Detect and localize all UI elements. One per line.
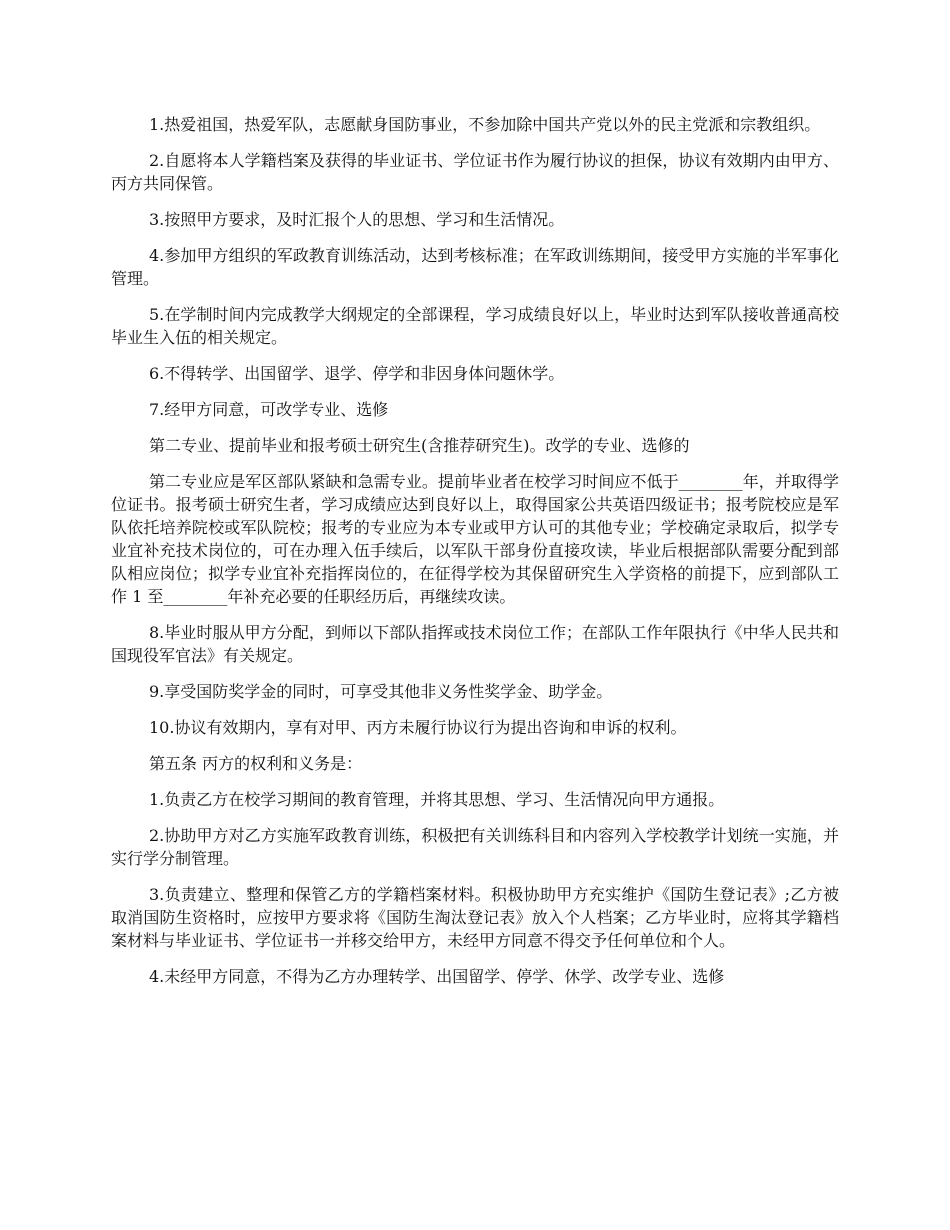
- paragraph: 6.不得转学、出国留学、退学、停学和非因身体问题休学。: [149, 364, 565, 383]
- paragraph: 3.负责建立、整理和保管乙方的学籍档案材料。积极协助甲方充实维护《国防生登记表》;乙方被取消国防生资格时，应按甲方要求将《国防生淘汰登记表》放入个人档案；乙方毕业时，应将其学籍档案材料与毕业证书、学位证书一并移交给甲方，未经甲方同意不得交予任何单位和个人。: [111, 885, 839, 950]
- paragraph: 1.负责乙方在校学习期间的教育管理，并将其思想、学习、生活情况向甲方通报。: [149, 790, 725, 809]
- paragraph: 8.毕业时服从甲方分配，到师以下部队指挥或技术岗位工作；在部队工作年限执行《中华人民共和国现役军官法》有关规定。: [111, 623, 839, 665]
- paragraph: 4.未经甲方同意，不得为乙方办理转学、出国留学、停学、休学、改学专业、选修: [149, 967, 725, 986]
- paragraph: 2.协助甲方对乙方实施军政教育训练，积极把有关训练科目和内容列入学校教学计划统一实施，并实行学分制管理。: [111, 826, 839, 868]
- section-heading: 第五条 丙方的权利和义务是：: [149, 754, 363, 773]
- paragraph: 5.在学制时间内完成教学大纲规定的全部课程，学习成绩良好以上，毕业时达到军队接收普通高校毕业生入伍的相关规定。: [111, 305, 839, 347]
- paragraph: 10.协议有效期内，享有对甲、丙方未履行协议行为提出咨询和申诉的权利。: [149, 718, 687, 737]
- paragraph: 第二专业应是军区部队紧缺和急需专业。提前毕业者在校学习时间应不低于________年，并取得学位证书。报考硕士研究生者，学习成绩应达到良好以上，取得国家公共英语四级证书；报考院校应是军队依托培养院校或军队院校；报考的专业应为本专业或甲方认可的其他专业；学校确定录取后，拟学专业宜补充技术岗位的，可在办理入伍手续后，以军队干部身份直接攻读，毕业后根据部队需要分配到部队相应岗位；拟学专业宜补充指挥岗位的，在征得学校为其保留研究生入学资格的前提下，应到部队工作 1 至________年补充必要的任职经历后，再继续攻读。: [111, 472, 839, 606]
- paragraph: 2.自愿将本人学籍档案及获得的毕业证书、学位证书作为履行协议的担保，协议有效期内由甲方、丙方共同保管。: [111, 151, 839, 193]
- paragraph: 7.经甲方同意，可改学专业、选修: [149, 400, 389, 419]
- paragraph: 3.按照甲方要求，及时汇报个人的思想、学习和生活情况。: [149, 210, 565, 229]
- paragraph: 4.参加甲方组织的军政教育训练活动，达到考核标准；在军政训练期间，接受甲方实施的半军事化管理。: [111, 246, 839, 288]
- paragraph: 1.热爱祖国，热爱军队，志愿献身国防事业，不参加除中国共产党以外的民主党派和宗教组织。: [149, 115, 821, 134]
- document-body: [111, 113, 839, 1001]
- paragraph: 9.享受国防奖学金的同时，可享受其他非义务性奖学金、助学金。: [149, 682, 613, 701]
- paragraph: 第二专业、提前毕业和报考硕士研究生(含推荐研究生)。改学的专业、选修的: [149, 436, 690, 455]
